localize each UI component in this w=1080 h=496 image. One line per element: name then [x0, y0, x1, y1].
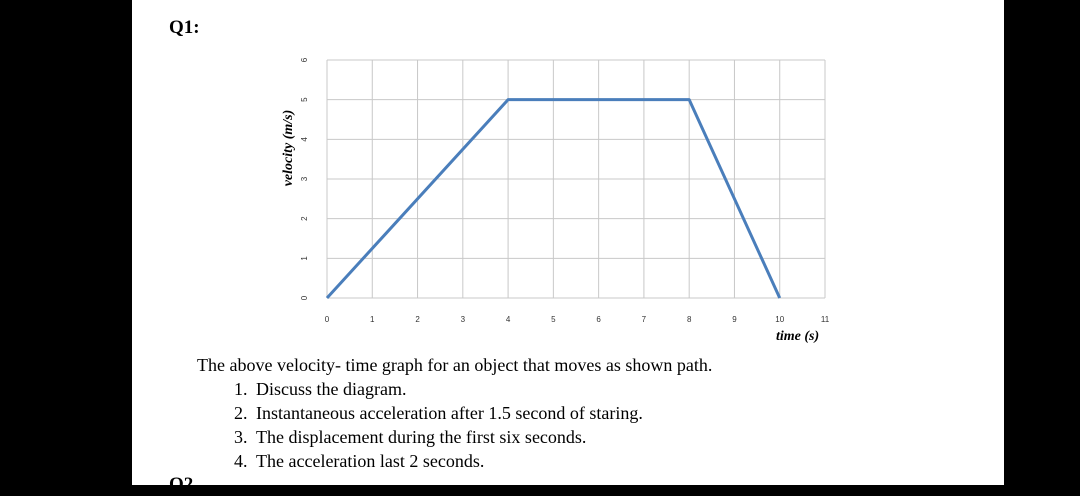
question-item: 4. The acceleration last 2 seconds. [252, 449, 712, 473]
question-item: 3. The displacement during the first six seconds. [252, 425, 712, 449]
x-tick-label: 4 [505, 315, 511, 324]
x-tick-label: 1 [370, 315, 375, 324]
y-tick-label: 0 [300, 295, 309, 301]
x-axis-title: time (s) [776, 329, 820, 344]
y-tick-label: 3 [300, 176, 309, 182]
next-question-label: Q2. [169, 474, 199, 495]
question-item: 2. Instantaneous acceleration after 1.5 second of staring. [252, 401, 712, 425]
x-tick-label: 9 [732, 315, 737, 324]
question-item: 1. Discuss the diagram. [252, 377, 712, 401]
x-tick-label: 8 [686, 315, 692, 324]
description-text: The above velocity- time graph for an object that moves as shown path. [197, 355, 713, 375]
document-page [132, 0, 1004, 495]
velocity-time-chart [132, 0, 1004, 340]
x-tick-label: 11 [820, 315, 830, 324]
x-tick-label: 0 [324, 315, 330, 324]
y-tick-label: 4 [300, 137, 309, 142]
x-tick-label: 5 [551, 315, 556, 324]
x-tick-label: 10 [775, 315, 785, 324]
question-list [197, 377, 712, 473]
x-tick-label: 7 [641, 315, 647, 324]
y-tick-label: 2 [300, 216, 309, 221]
question-text-block [197, 353, 712, 473]
x-tick-label: 6 [596, 315, 601, 324]
x-tick-label: 3 [460, 315, 466, 324]
question-label: Q1: [169, 17, 200, 38]
y-axis-title: velocity (m/s) [281, 109, 296, 187]
y-tick-label: 1 [300, 256, 309, 261]
y-tick-label: 5 [300, 97, 309, 102]
x-tick-label: 2 [415, 315, 420, 324]
y-tick-label: 6 [300, 57, 309, 63]
